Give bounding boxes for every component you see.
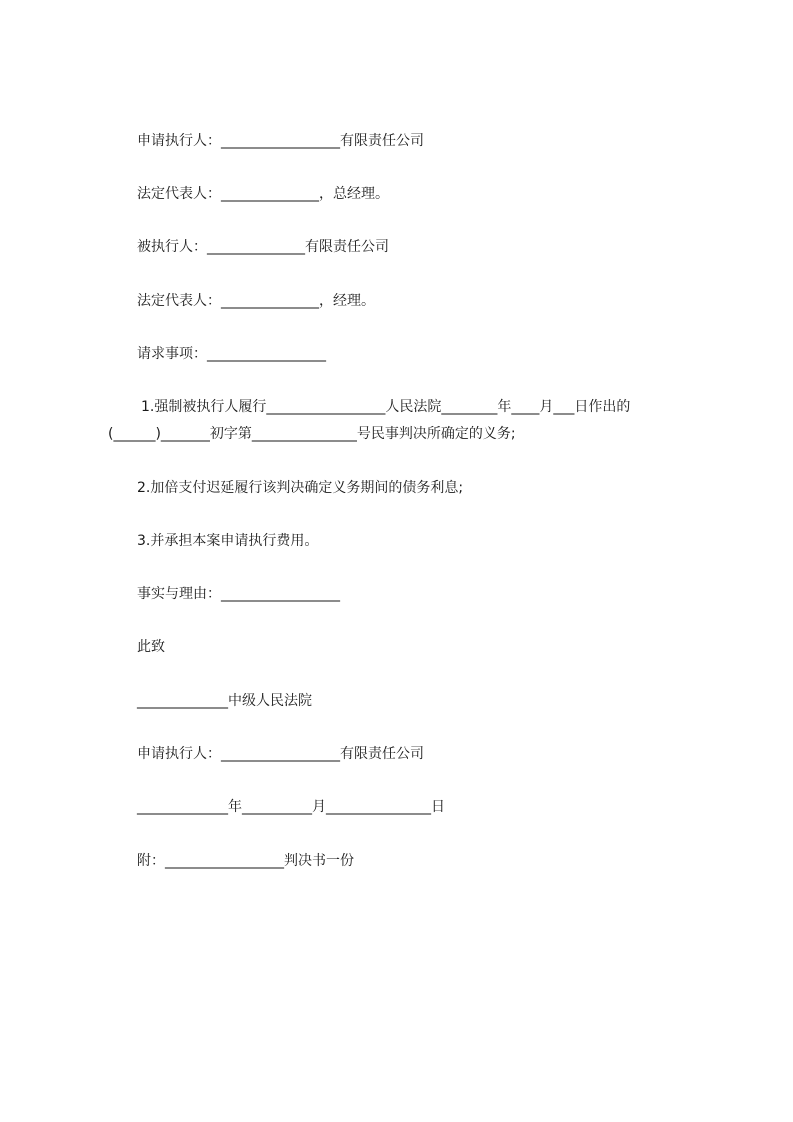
attachment-line: 附：_________________判决书一份 <box>137 853 354 869</box>
claims-heading: 请求事项：_________________ <box>137 346 326 362</box>
claim-item-2: 2.加倍支付迟延履行该判决确定义务期间的债务利息; <box>137 480 464 496</box>
salutation: 此致 <box>137 639 165 655</box>
claim-item-1-line-2: (______)_______初字第_______________号民事判决所确定的义务; <box>108 426 516 442</box>
respondent-representative-line: 法定代表人：______________，经理。 <box>137 293 375 309</box>
facts-and-reasons-line: 事实与理由：_________________ <box>137 586 340 602</box>
applicant-representative-line: 法定代表人：______________，总经理。 <box>137 186 389 202</box>
applicant-line: 申请执行人：_________________有限责任公司 <box>137 133 424 149</box>
claim-item-1-line-1: 1.强制被执行人履行_________________人民法院________年____月___日作出的 <box>141 399 631 415</box>
court-line: _____________中级人民法院 <box>137 693 312 709</box>
respondent-line: 被执行人：______________有限责任公司 <box>137 239 389 255</box>
date-line: _____________年__________月_______________日 <box>137 799 445 815</box>
applicant-signature-line: 申请执行人：_________________有限责任公司 <box>137 746 424 762</box>
claim-item-3: 3.并承担本案申请执行费用。 <box>137 533 319 549</box>
